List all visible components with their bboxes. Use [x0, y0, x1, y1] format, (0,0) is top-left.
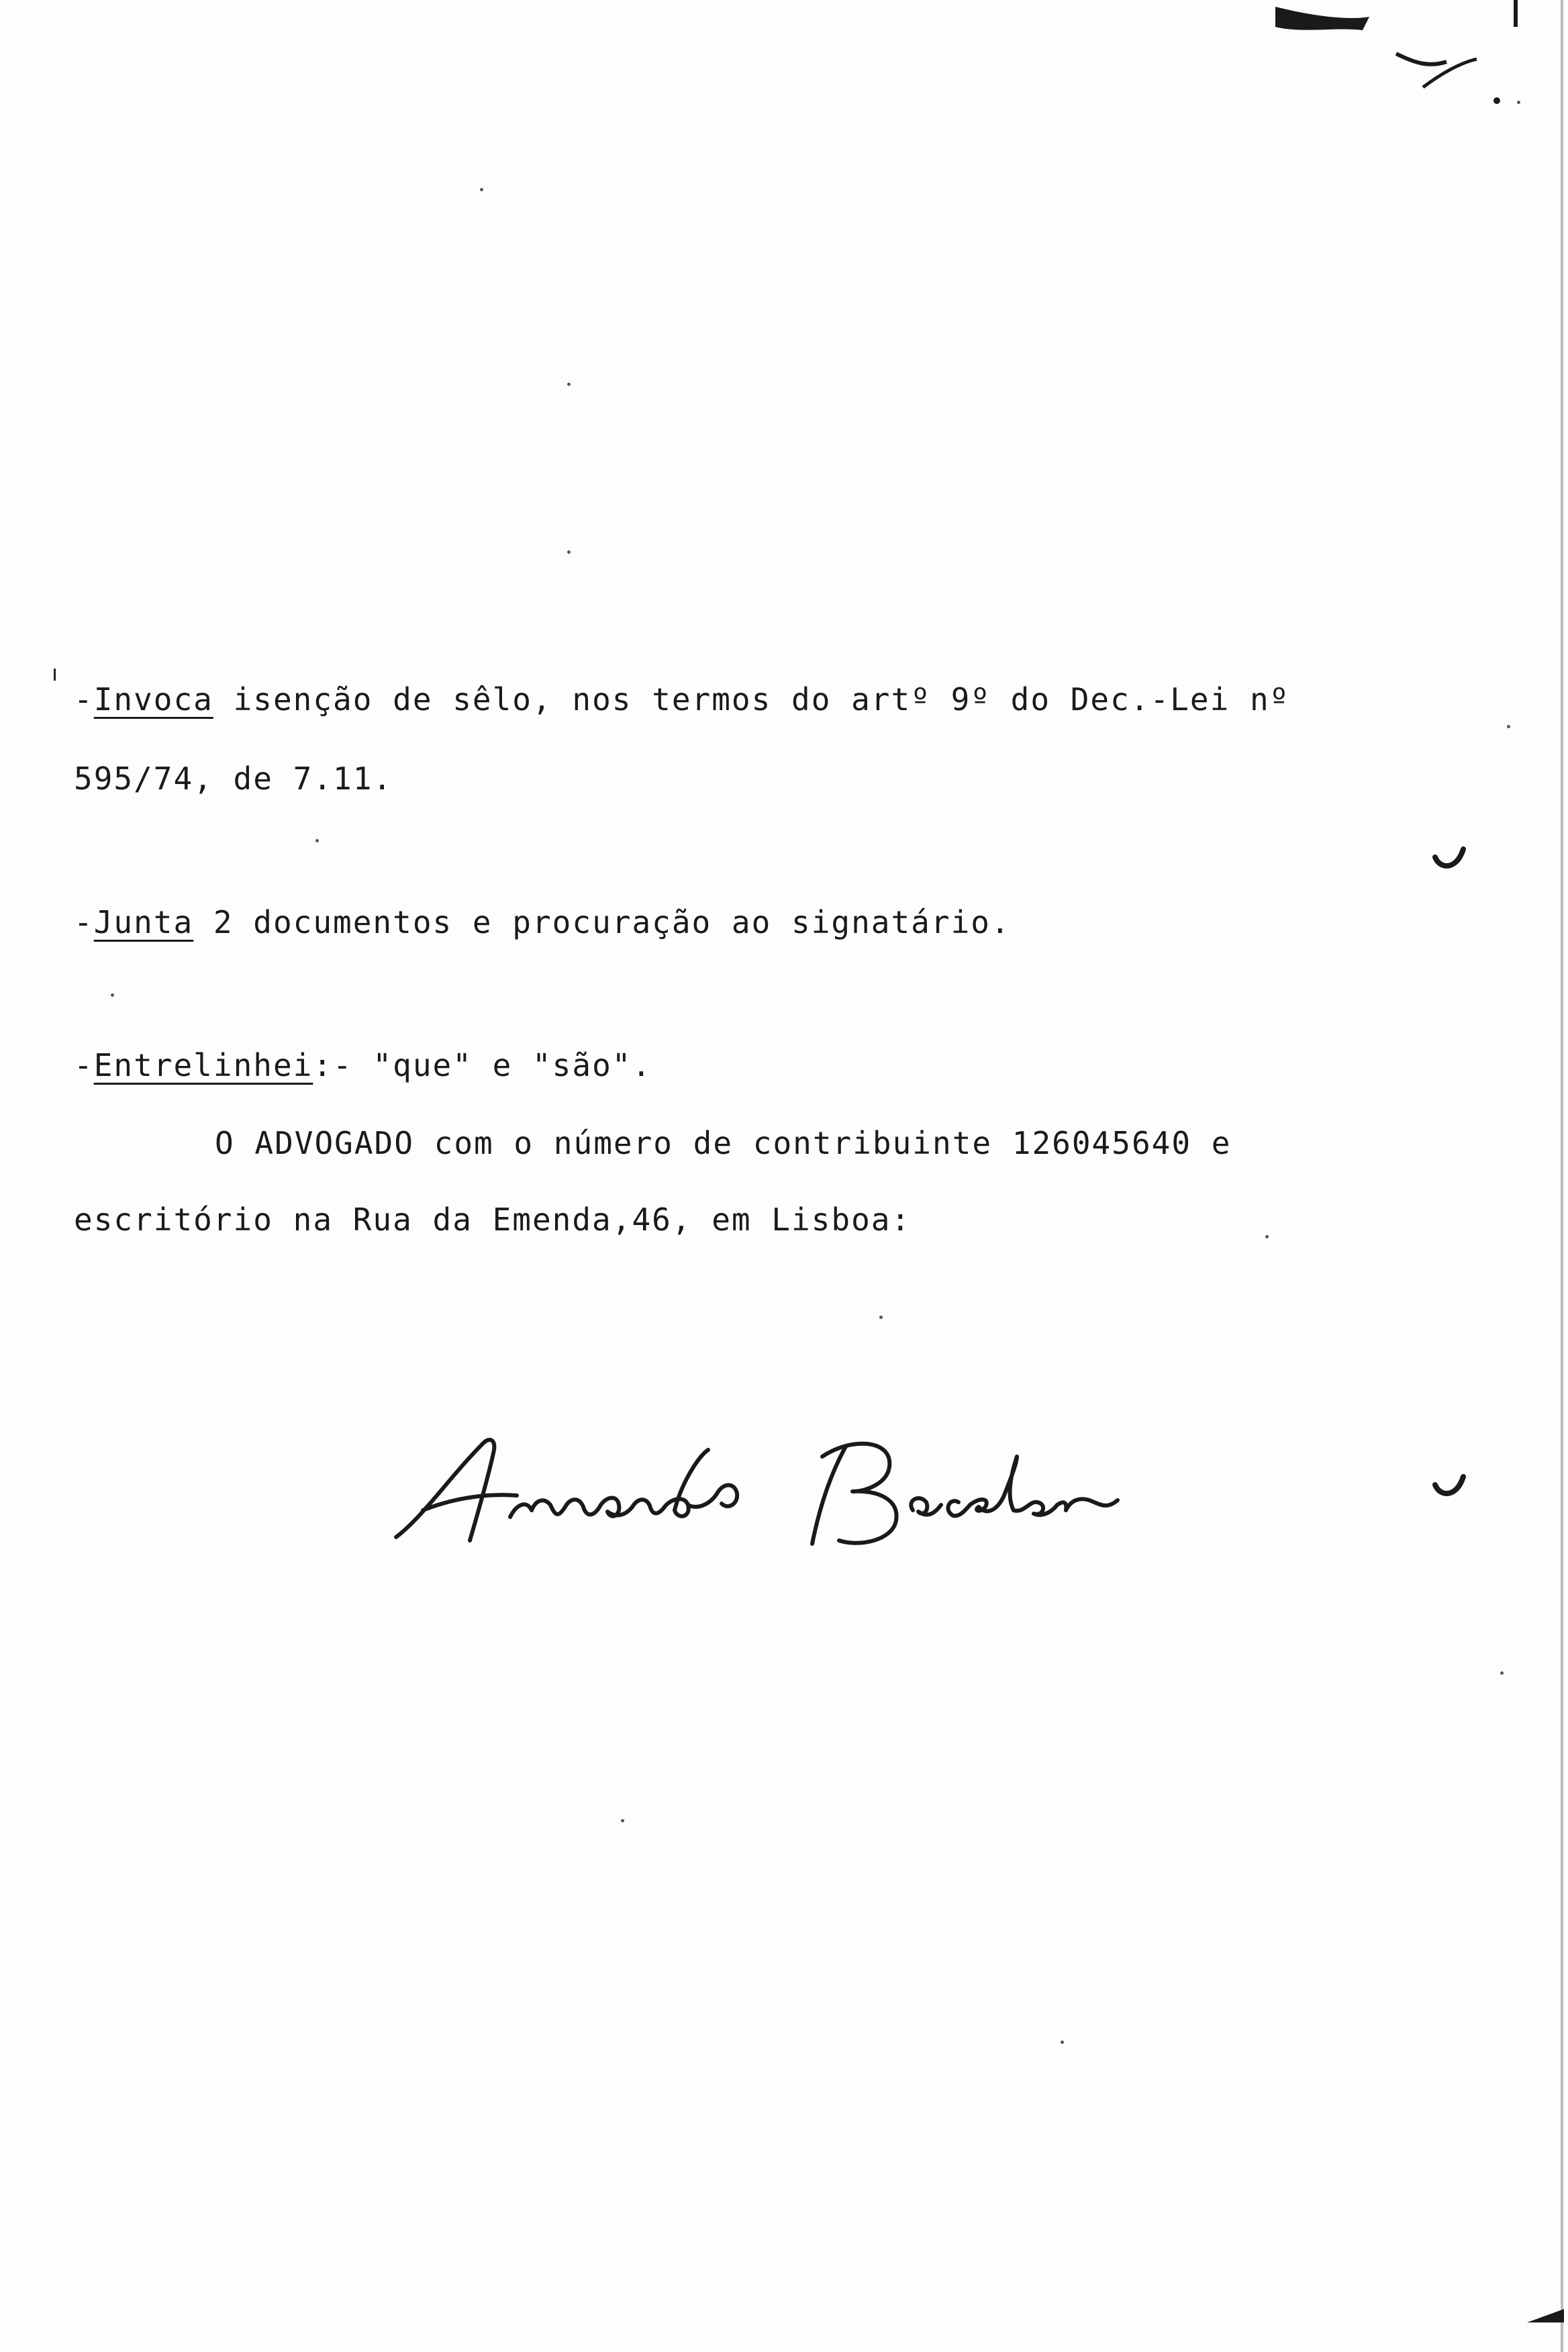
scan-artifact: [1262, 0, 1568, 114]
speck: [315, 839, 319, 842]
margin-tick: [54, 669, 56, 681]
speck: [1517, 101, 1520, 104]
speck: [879, 1316, 883, 1319]
speck: [111, 993, 114, 997]
entrelinhei-text: :- "que" e "são".: [313, 1047, 652, 1083]
scan-edge: [1561, 0, 1563, 2352]
scan-artifact: [1524, 2302, 1568, 2329]
speck: [1061, 2041, 1064, 2044]
invoca-text: isenção de sêlo, nos termos do artº 9º do Dec.-Lei nº: [213, 681, 1290, 718]
speck: [1507, 725, 1510, 728]
speck: [567, 550, 571, 554]
junta-line: [74, 904, 1011, 940]
speck: [1500, 1671, 1504, 1675]
advogado-line-1: O ADVOGADO com o número de contribuinte 126045640 e: [215, 1125, 1232, 1161]
binding-mark: [1430, 1463, 1470, 1504]
advogado-line-2: escritório na Rua da Emenda,46, em Lisboa:: [74, 1202, 912, 1238]
binding-mark: [1430, 836, 1470, 876]
signature: [383, 1416, 1134, 1564]
entrelinhei-lead: -: [74, 1047, 94, 1083]
invoca-line-1: [74, 681, 1289, 718]
invoca-lead: -: [74, 681, 94, 718]
entrelinhei-keyword: Entrelinhei: [93, 1047, 313, 1083]
junta-lead: -: [74, 904, 94, 940]
junta-keyword: Junta: [93, 904, 194, 940]
invoca-line-2: 595/74, de 7.11.: [74, 761, 393, 797]
invoca-keyword: Invoca: [93, 681, 213, 718]
speck: [567, 383, 571, 386]
speck: [621, 1819, 624, 1822]
speck: [480, 188, 483, 191]
junta-text: 2 documentos e procuração ao signatário.: [193, 904, 1011, 940]
entrelinhei-line: [74, 1047, 652, 1083]
speck: [1265, 1235, 1269, 1238]
